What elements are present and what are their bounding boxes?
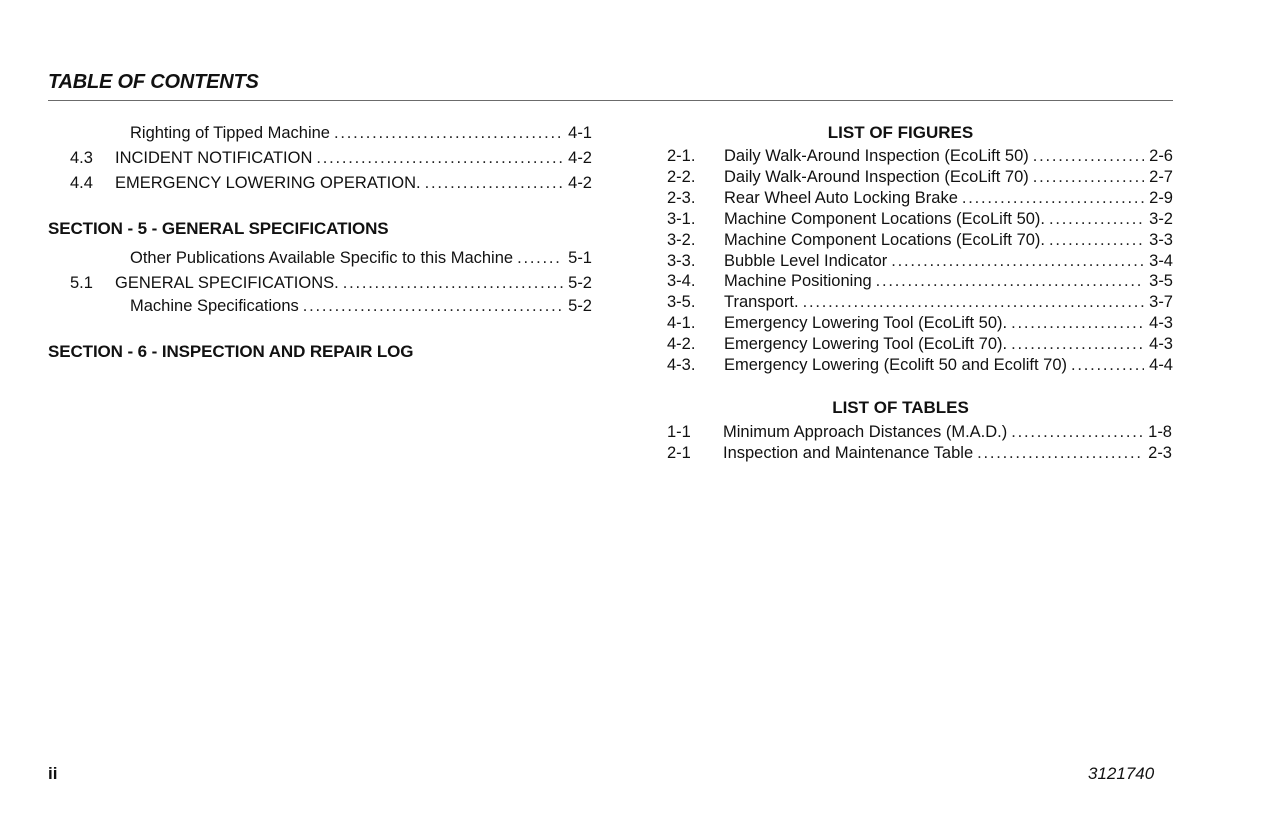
table-entry[interactable] bbox=[667, 422, 1172, 443]
figure-page: 4-3 bbox=[1149, 335, 1173, 353]
dot-leader bbox=[316, 148, 563, 169]
toc-entry-number: 4.3 bbox=[70, 149, 93, 167]
list-of-figures-heading: LIST OF FIGURES bbox=[827, 123, 974, 142]
toc-entry-text: Machine Specifications bbox=[130, 297, 299, 315]
dot-leader bbox=[1011, 313, 1144, 334]
toc-entry-page: 4-2 bbox=[568, 174, 592, 192]
table-title: Inspection and Maintenance Table bbox=[723, 444, 974, 462]
figure-entry[interactable] bbox=[667, 292, 1173, 313]
toc-entry-text: Other Publications Available Specific to this Machine bbox=[130, 249, 514, 267]
toc-entry-machine-specifications[interactable] bbox=[130, 296, 592, 317]
dot-leader bbox=[517, 248, 563, 269]
figure-number: 4-3. bbox=[667, 356, 696, 374]
page-number: ii bbox=[48, 764, 58, 783]
figure-number: 4-1. bbox=[667, 314, 696, 332]
table-entry[interactable] bbox=[667, 443, 1172, 464]
dot-leader bbox=[803, 292, 1145, 313]
toc-entry-page: 5-1 bbox=[568, 249, 592, 267]
figure-entry[interactable] bbox=[667, 167, 1173, 188]
dot-leader bbox=[876, 271, 1144, 292]
figure-title: Emergency Lowering Tool (EcoLift 70). bbox=[724, 335, 1008, 353]
table-number: 2-1 bbox=[667, 444, 691, 462]
figure-entry[interactable] bbox=[667, 355, 1173, 376]
toc-entry-number: 4.4 bbox=[70, 174, 93, 192]
table-title: Minimum Approach Distances (M.A.D.) bbox=[723, 423, 1008, 441]
figure-page: 3-2 bbox=[1149, 210, 1173, 228]
figure-page: 2-6 bbox=[1149, 147, 1173, 165]
dot-leader bbox=[334, 123, 563, 144]
dot-leader bbox=[977, 443, 1143, 464]
figure-page: 3-5 bbox=[1149, 272, 1173, 290]
figure-number: 3-5. bbox=[667, 293, 696, 311]
figure-entry[interactable] bbox=[667, 313, 1173, 334]
section-6-heading[interactable]: SECTION - 6 - INSPECTION AND REPAIR LOG bbox=[48, 342, 414, 361]
toc-entry-text: INCIDENT NOTIFICATION bbox=[115, 149, 313, 167]
figure-number: 4-2. bbox=[667, 335, 696, 353]
figure-number: 3-4. bbox=[667, 272, 696, 290]
figure-title: Machine Component Locations (EcoLift 70). bbox=[724, 231, 1046, 249]
toc-entry-general-specifications[interactable] bbox=[70, 273, 592, 294]
table-page: 2-3 bbox=[1148, 444, 1172, 462]
dot-leader bbox=[1011, 422, 1143, 443]
figure-title: Emergency Lowering Tool (EcoLift 50). bbox=[724, 314, 1008, 332]
toc-entry-number: 5.1 bbox=[70, 274, 93, 292]
figure-title: Transport. bbox=[724, 293, 799, 311]
figure-page: 3-3 bbox=[1149, 231, 1173, 249]
figure-page: 4-4 bbox=[1149, 356, 1173, 374]
figure-entry[interactable] bbox=[667, 188, 1173, 209]
dot-leader bbox=[1049, 209, 1144, 230]
toc-entry-text: GENERAL SPECIFICATIONS. bbox=[115, 274, 339, 292]
dot-leader bbox=[303, 296, 563, 317]
section-5-heading[interactable]: SECTION - 5 - GENERAL SPECIFICATIONS bbox=[48, 219, 389, 238]
figure-entry[interactable] bbox=[667, 251, 1173, 272]
figure-title: Daily Walk-Around Inspection (EcoLift 70) bbox=[724, 168, 1029, 186]
toc-entry-page: 4-2 bbox=[568, 149, 592, 167]
figure-number: 2-1. bbox=[667, 147, 696, 165]
toc-entry-page: 5-2 bbox=[568, 297, 592, 315]
toc-entry-page: 5-2 bbox=[568, 274, 592, 292]
toc-entry-page: 4-1 bbox=[568, 124, 592, 142]
dot-leader bbox=[1033, 146, 1144, 167]
figure-title: Machine Positioning bbox=[724, 272, 872, 290]
dot-leader bbox=[962, 188, 1144, 209]
figure-title: Daily Walk-Around Inspection (EcoLift 50) bbox=[724, 147, 1029, 165]
toc-entry-other-publications[interactable] bbox=[130, 248, 592, 269]
dot-leader bbox=[1071, 355, 1144, 376]
dot-leader bbox=[1011, 334, 1144, 355]
toc-entry-righting-tipped-machine[interactable] bbox=[130, 123, 592, 144]
figure-page: 2-9 bbox=[1149, 189, 1173, 207]
document-number: 3121740 bbox=[1088, 764, 1155, 783]
figure-entry[interactable] bbox=[667, 230, 1173, 251]
dot-leader bbox=[425, 173, 564, 194]
figure-page: 3-7 bbox=[1149, 293, 1173, 311]
dot-leader bbox=[1049, 230, 1144, 251]
figure-title: Bubble Level Indicator bbox=[724, 252, 888, 270]
table-number: 1-1 bbox=[667, 423, 691, 441]
figure-entry[interactable] bbox=[667, 271, 1173, 292]
title-divider bbox=[48, 100, 1173, 101]
figure-number: 3-2. bbox=[667, 231, 696, 249]
figure-number: 3-3. bbox=[667, 252, 696, 270]
dot-leader bbox=[891, 251, 1144, 272]
figure-title: Emergency Lowering (Ecolift 50 and Ecolift 70) bbox=[724, 356, 1068, 374]
figure-number: 2-2. bbox=[667, 168, 696, 186]
figure-entry[interactable] bbox=[667, 209, 1173, 230]
figure-page: 4-3 bbox=[1149, 314, 1173, 332]
figure-page: 2-7 bbox=[1149, 168, 1173, 186]
figure-entry[interactable] bbox=[667, 334, 1173, 355]
figure-number: 3-1. bbox=[667, 210, 696, 228]
figure-number: 2-3. bbox=[667, 189, 696, 207]
page-title: TABLE OF CONTENTS bbox=[48, 71, 259, 93]
dot-leader bbox=[1033, 167, 1144, 188]
figure-entry[interactable] bbox=[667, 146, 1173, 167]
figure-page: 3-4 bbox=[1149, 252, 1173, 270]
list-of-tables-heading: LIST OF TABLES bbox=[832, 398, 969, 417]
toc-entry-text: Righting of Tipped Machine bbox=[130, 124, 330, 142]
dot-leader bbox=[343, 273, 563, 294]
toc-entry-emergency-lowering-operation[interactable] bbox=[70, 173, 592, 194]
toc-entry-text: EMERGENCY LOWERING OPERATION. bbox=[115, 174, 421, 192]
figure-title: Rear Wheel Auto Locking Brake bbox=[724, 189, 958, 207]
toc-entry-incident-notification[interactable] bbox=[70, 148, 592, 169]
figure-title: Machine Component Locations (EcoLift 50). bbox=[724, 210, 1046, 228]
table-page: 1-8 bbox=[1148, 423, 1172, 441]
